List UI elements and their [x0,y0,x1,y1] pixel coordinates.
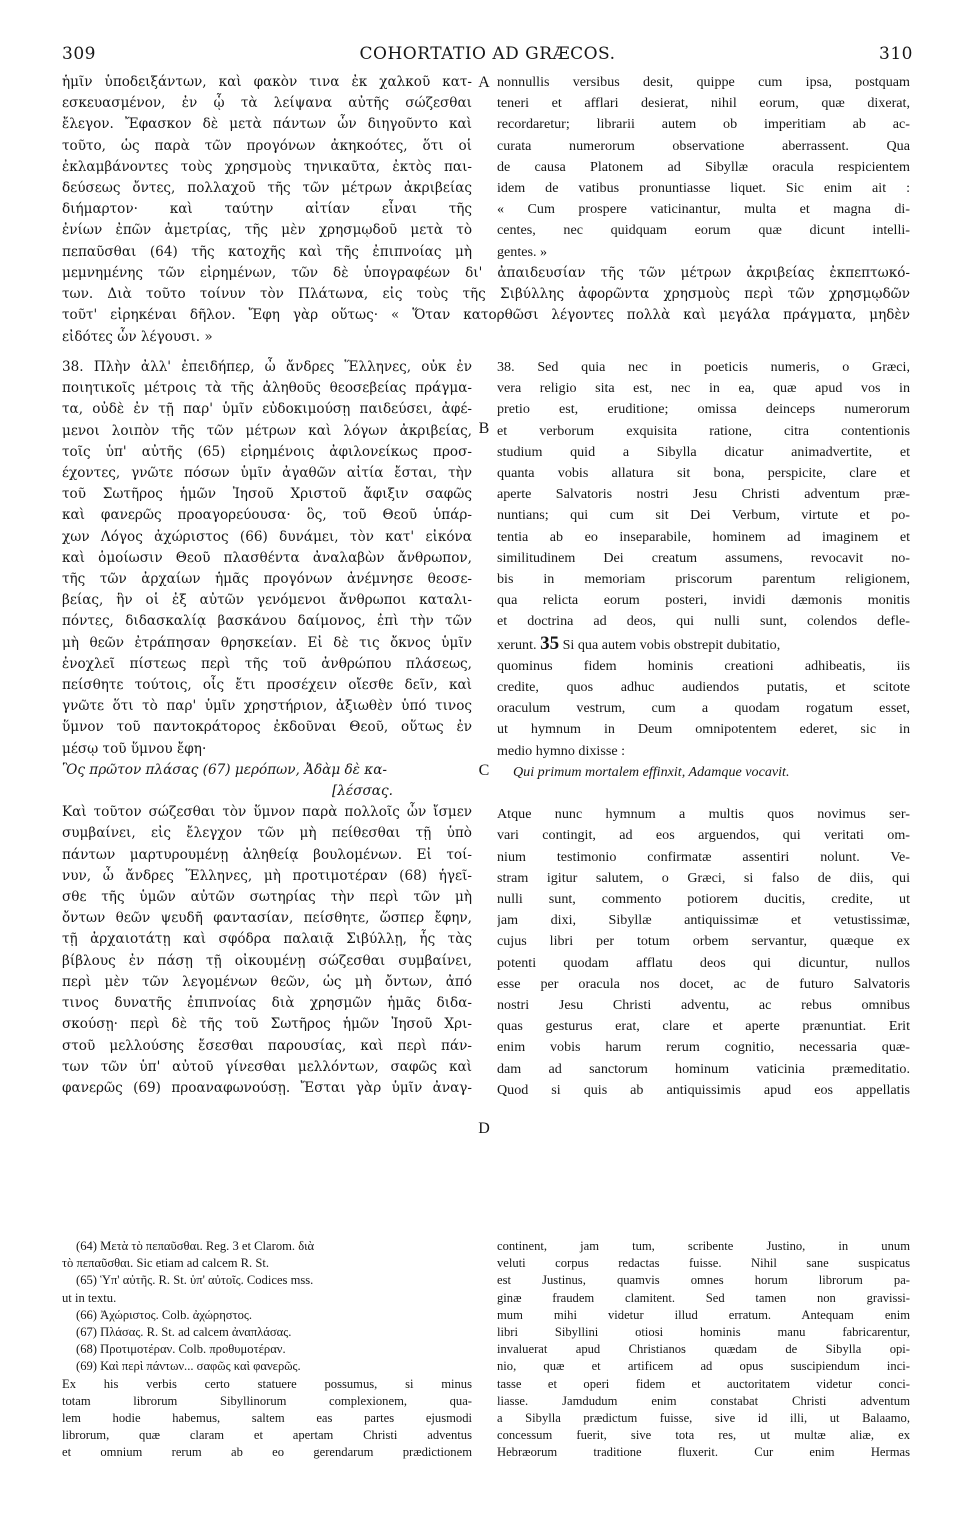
text-line: τοῦτο, ὡς παρὰ τῶν προγόνων ἀκηκοότες, ὅτι οἱ [62,137,472,154]
text-line: cujus libri per totum orbem servantur, quæque ex [497,933,910,950]
text-line: vari contingit, ad eos arguendos, qui veritati om- [497,827,910,844]
text-line: vera religio sita est, nec in ea, quæ apud vos in [497,380,910,397]
footnote-line: (69) Καὶ περὶ πάντων... σαφῶς καὶ φανερῶς. [76,1359,301,1374]
footnote-line: invaluerat apud Christianos quædam de Sibylla opi- [497,1342,910,1357]
footnote-line: lem hodie habemus, saltem eas partes ejusmodi [62,1411,472,1426]
text-line: quominus fidem hominis creationi adhibeatis, iis [497,657,910,674]
text-line: nulli sunt, commento potiorem ducitis, credite, ut [497,891,910,908]
footnote-line: concessum fuerit, sive tota res, ut multæ aliæ, ex [497,1428,910,1443]
text-line: qua relicta eorum posteri, invidi dæmonis monitis [497,592,910,609]
text-fragment: xerunt. [497,636,537,653]
text-line: Atque nunc hymnum a multis quos novimus ser- [497,806,910,823]
footnote-line: tasse et operi fidem et auctoritatem videtur conci- [497,1376,910,1391]
text-line: 38. Sed quia nec in poeticis numeris, o Græci, [497,359,910,375]
text-line: εσκευασμένον, ἐν ᾧ τὰ λείψανα αὐτῆς σώζεσθαι [62,95,472,112]
text-line: φανερῶς (69) προαναφωνούσῃ. Ἔσται γὰρ ὑμῖν ἀναγ- [62,1079,472,1096]
footnote-line: (65) Ὑπ' αὐτῆς. R. St. ὑπ' αὐτοῖς. Codices mss. [76,1273,314,1288]
text-line: πείσθητε τούτοις, οἷς ἔτι προσέχειν οἴεσθε δεῖν, καὶ [62,677,472,694]
text-line: των τῶν ὑπ' αὐτοῦ γίνεσθαι μελλόντων, σαφῶς καὶ [62,1058,472,1075]
text-line: nostri Jesu Christi adventu, ac rebus omnibus [497,997,910,1014]
text-line: quas gesturus erat, clare et aperte prænuntiat. Erit [497,1018,910,1035]
text-line: jam dixi, Sibyllæ antiquissimæ et vetustissimæ, [497,912,910,929]
text-line: curata numerorum observatione aberrassent. Qua [497,137,910,154]
text-line: quanta vobis allatura sit bona, perspicite, clare et [497,465,910,482]
text-line: δεύσεως ὄντες, πολλαχοῦ τῆς τῶν μέτρων ἀκριβείας [62,180,472,197]
footnote-line: ginæ fraudem clamitent. Sed tamen non gravissi- [497,1290,910,1305]
footnote-line: τὸ πεπαῦσθαι. Sic etiam ad calcem R. St. [62,1256,269,1271]
footnote-line: Ex his verbis certo statuere possumus, si minus [62,1376,472,1391]
footnote-line: (66) Ἀχώριστος. Colb. ἀχώρηστος. [76,1307,253,1322]
footnote-line: continent, jam tum, scribente Justino, in unum [497,1239,910,1253]
greek-verse-line: Ὃς πρῶτον πλάσας (67) μερόπων, Ἀδὰμ δὲ κα- [62,761,387,778]
text-line: πεπαῦσθαι (64) τῆς κατοχῆς καὶ τῆς ἐπιπνοίας μὴ [62,243,472,260]
margin-letter-b: B [478,420,490,437]
footnote-line: mum mihi videtur illud erratum. Antequam enim [497,1307,910,1322]
text-line: ut hymnum in Deum omnipotentem ederet, sic in [497,721,910,738]
text-line: έχοντες, γνῶτε πόσων ὑμῖν ἀγαθῶν αἰτία ἔσται, τὴν [62,465,472,482]
running-title: COHORTATIO AD GRÆCOS. [359,44,616,64]
footnote-line: et omnium rerum ab eo gerendarum prædictionem [62,1445,472,1460]
text-line: πάντων μαρτυρουμένῃ ἀληθείᾳ βουλομένων. Εἰ τοί- [62,846,472,863]
text-line: Καὶ τοῦτον σώζεσθαι τὸν ὕμνον παρὰ πολλοῖς ὧν ἴσμεν [62,804,472,821]
text-line: Quod si quis ab antiquissimis apud eos appellatis [497,1081,910,1098]
text-line: oraculum vestrum, cum a quodam rogatum esset, [497,700,910,717]
footnote-line: a Sibylla prædictum fuisse, sive id illi, ut Balaamo, [497,1411,910,1426]
text-line: ἔλεγον. Ἔφασκον δὲ μετὰ πάντων ὧν διηγοῦντο καὶ [62,116,472,133]
text-line: τῇ ἀρχαιοτάτῃ καὶ σφόδρα παλαιᾷ Σιβύλλῃ, ἧς τὰς [62,931,472,948]
footnote-line: liasse. Jamdudum enim constabat Christi adventum [497,1393,910,1408]
text-line: περὶ μὲν τῶν λεγομένων θεῶν, ὡς μὴ ὄντων, ἀπό [62,973,472,990]
text-line: dam ad sanctorum hominum vaticinia præmeditatio. [497,1060,910,1077]
footnote-line: nio, quæ et artificem ad opus suscipiendum inci- [497,1359,910,1374]
text-line: μενοι λοιπὸν τῆς τῶν μέτρων καὶ λόγων ἀκριβείας, [62,422,472,439]
footnotes-right [497,1238,910,1462]
text-line: σκούσῃ· περὶ δὲ τῆς τοῦ Σωτῆρος ἡμῶν Ἰησοῦ Χρι- [62,1016,472,1033]
text-line: credite, quos adhuc audiendos putatis, et scitote [497,679,910,696]
footnote-line: (68) Προτιμοτέραν. Colb. προθυμοτέραν. [76,1342,286,1357]
text-fragment: Si qua autem vobis obstrepit dubitatio, [562,636,781,653]
text-line: στοῦ μελλούσης ἔσεσθαι παρουσίας, καὶ περὶ πάν- [62,1037,472,1054]
text-line-with-section [497,633,910,656]
text-line: βείας, ἣν οἱ ἐξ αὐτῶν γενόμενοι ἄνθρωποι καταλι- [62,592,472,609]
text-line: ὕμνον τοῦ παντοκράτορος ἐκδοῦναι Θεοῦ, οὕτως ἐν [62,719,472,736]
text-line: μεμνημένης τῶν εἰρημένων, τῶν δὲ ὑπογραφέων δι' ἀπαιδευσίαν τῆς τῶν μέτρων ἀκριβείας ἐκπεπτωκό- [62,265,910,281]
text-line: ἐκλαμβάνοντες τοὺς χρησμοὺς τηνικαῦτα, ἐκτὸς παι- [62,158,472,175]
text-line: pretio est, eruditione; omissa deinceps numerorum [497,401,910,418]
text-line: χων Λόγος ἀχώριστος (66) δυνάμει, τὸν κατ' εἰκόνα [62,528,472,545]
text-line: tentia ab eo inseparabile, hominem ad imaginem et [497,528,910,545]
text-line: ποιητικοῖς μέτροις τὰ τῆς ἀληθοῦς θεοσεβείας πράγμα- [62,380,472,397]
text-line: esse per oracula nos docet, ac de futuro Salvatoris [497,975,910,992]
text-line: εἰδότες ὧν λέγουσι. » [62,328,213,345]
latin-verse-line: Qui primum mortalem effinxit, Adamque vocavit. [513,763,790,780]
text-line: ἐνίων ἐπῶν ἀμετρίας, τῆς μὲν χρησμῳδοῦ μετὰ τὸ [62,222,472,239]
footnote-line: (67) Πλάσας. R. St. ad calcem ἀναπλάσας. [76,1325,292,1340]
text-line: σθε τῆς ὑμῶν αὐτῶν σωτηρίας τὴν περὶ τῶν μὴ [62,889,472,906]
text-line: τοῦ Σωτῆρος ἡμῶν Ἰησοῦ Χριστοῦ ἄφιξιν σαφῶς [62,486,472,503]
greek-verse-continuation: [λέσσας. [332,783,393,800]
margin-letter-c: C [478,762,490,779]
page-number-left: 309 [62,44,96,64]
footnote-line: (64) Μετὰ τὸ πεπαῦσθαι. Reg. 3 et Clarom. διὰ [76,1239,315,1253]
text-line: ἡμῖν ὑποδειξάντων, καὶ φακὸν τινα ἐκ χαλκοῦ κατ- [62,74,472,90]
text-line: ἐνοχλεῖ πίστεως περὶ τῆς τοῦ ἀνθρώπου πλάσεως, [62,655,472,672]
footnote-line: libri Sibyllini otiosi hominis manu fabricarentur, [497,1325,910,1340]
footnote-line: veluti corpus redactas fuisse. Nihil sane suspicatus [497,1256,910,1271]
text-line: « Cum prospere vaticinantur, multa et magna di- [497,201,910,218]
text-line: aperte Salvatoris nostri Jesu Christi adventum præ- [497,486,910,503]
spacer [497,783,910,804]
text-line: νυν, ὦ ἄνδρες Ἕλληνες, μὴ προτιμοτέραν (68) ἡγεῖ- [62,867,472,884]
text-line: recordaretur; librarii autem ob imperitiam ab ac- [497,116,910,133]
text-line: stram igitur salutem, o Græci, si falso de diis, qui [497,869,910,886]
footnotes-left [62,1238,472,1462]
text-line: studium quid a Sibylla dicatur animadvertite, et [497,443,910,460]
text-line: μὴ θεῶν ἐτράπησαν θρησκείαν. Εἰ δὲ τις ὄκνος ὑμῖν [62,634,472,651]
text-line: καὶ ὁμοίωσιν Θεοῦ πλασθέντα ἀναλαβὼν ἄνθρωπον, [62,549,472,566]
text-line: των. Διὰ τοῦτο τοίνυν τὸν Πλάτωνα, εἰς τοὺς τῆς Σιβύλλης ἀφορῶντα χρησμοὺς περὶ τῶν χρησμῳδῶν [62,286,910,303]
text-line: τινος δυνατῆς ἐπιπνοίας διὰ χρησμῶν ἡμᾶς διδα- [62,995,472,1012]
text-line: potenti quodam afflatu deos qui dicuntur, nullos [497,954,910,971]
footnote-line: ut in textu. [62,1290,117,1305]
text-line: enim vobis harum rerum cognitio, necessaria quæ- [497,1039,910,1056]
text-line: τοῖς ὑπ' αὐτῆς (65) εἰρημένοις ἀφιλονείκως προσ- [62,443,472,460]
running-header [62,44,913,70]
latin-column-top [497,72,910,263]
text-line: τα, οὐδὲ ἐν τῇ παρ' ὑμῖν εὐδοκιμούσῃ παιδεύσει, ἀφέ- [62,401,472,418]
footnote-line: est Justinus, quamvis omnes horum librorum pa- [497,1273,910,1288]
text-line: centes, nec quidquam eorum quæ dicunt intelli- [497,222,910,239]
footnote-line: totam librorum Sibyllinorum complexionem, qua- [62,1393,472,1408]
margin-letter-d: D [478,1120,490,1137]
text-line: nium testimonio confirmatæ assentiri nolunt. Ve- [497,848,910,865]
text-line: nonnullis versibus desit, quippe cum ipsa, postquam [497,74,910,90]
text-line: συμβαίνει, εἰς ἔλεγχον τῶν μὴ πείθεσθαι τῇ ὑπὸ [62,825,472,842]
text-line: similitudinem Dei creatum assumens, revocavit no- [497,549,910,566]
footnote-line: librorum, quæ claram et apertam Christi adventus [62,1428,472,1443]
text-line: γνῶτε ὅτι τὸ παρ' ὑμῖν χρηστήριον, ἀξιωθὲν ὑπό τινος [62,698,472,715]
text-line: nuntians; qui cum sit Dei Verbum, virtute et po- [497,507,910,524]
page-number-right: 310 [879,44,913,64]
text-line: medio hymno dixisse : [497,742,626,759]
text-line: ὄντων θεῶν ψευδῆ φαντασίαν, πείσθητε, ὥσπερ ἔφην, [62,910,472,927]
text-line: πόντες, διδασκαλίᾳ βασκάνου δαίμονος, ἐπὶ τὴν τῶν [62,613,472,630]
greek-column-middle [62,357,472,1099]
text-line: μέσῳ τοῦ ὕμνου ἔφη· [62,740,207,757]
greek-full-width [62,263,910,348]
text-line: gentes. » [497,243,548,260]
text-line: teneri et afflari desierat, nihil eorum, quæ dixerat, [497,95,910,112]
text-line: bis in memoriam priscorum parentum religionem, [497,571,910,588]
text-line: et verborum exquisita ratione, citra contentionis [497,422,910,439]
text-line: et doctrina ad deos, qui nulli sunt, colendos deflе- [497,613,910,630]
margin-letter-a: A [478,74,490,91]
text-line: de causa Platonem ad Sibyllæ oracula respicientem [497,158,910,175]
text-line: 38. Πλὴν ἀλλ' ἐπειδήπερ, ὦ ἄνδρες Ἕλληνες, οὐκ ἐν [62,359,472,375]
greek-column-top [62,72,472,263]
text-line: βίβλους ἐν πάσῃ τῇ οἰκουμένῃ σώζεσθαι συμβαίνει, [62,952,472,969]
text-line: idem de vatibus pronuntiasse liquet. Sic enim ait : [497,180,910,197]
text-line: καὶ φανερῶς προαγορεύουσα· ὃς, τοῦ Θεοῦ ὑπάρ- [62,507,472,524]
text-line: τῆς τῶν ἀρχαίων ἡμᾶς προγόνων ἀνέμνησε θεοσε- [62,571,472,588]
latin-column-middle [497,357,910,1101]
text-line: τοῦτ' εἰρηκέναι δῆλον. Ἔφη γὰρ οὕτως· « Ὅταν κατορθῶσι λέγοντες πολλὰ καὶ μεγάλα πράγματα, μηδὲν [62,307,910,324]
section-number: 35 [540,632,560,654]
footnote-line: Hebræorum traditione fluxerit. Cur enim Hermas [497,1445,910,1460]
text-line: διήμαρτον· καὶ ταύτην αἰτίαν εἶναι τῆς [62,201,472,218]
